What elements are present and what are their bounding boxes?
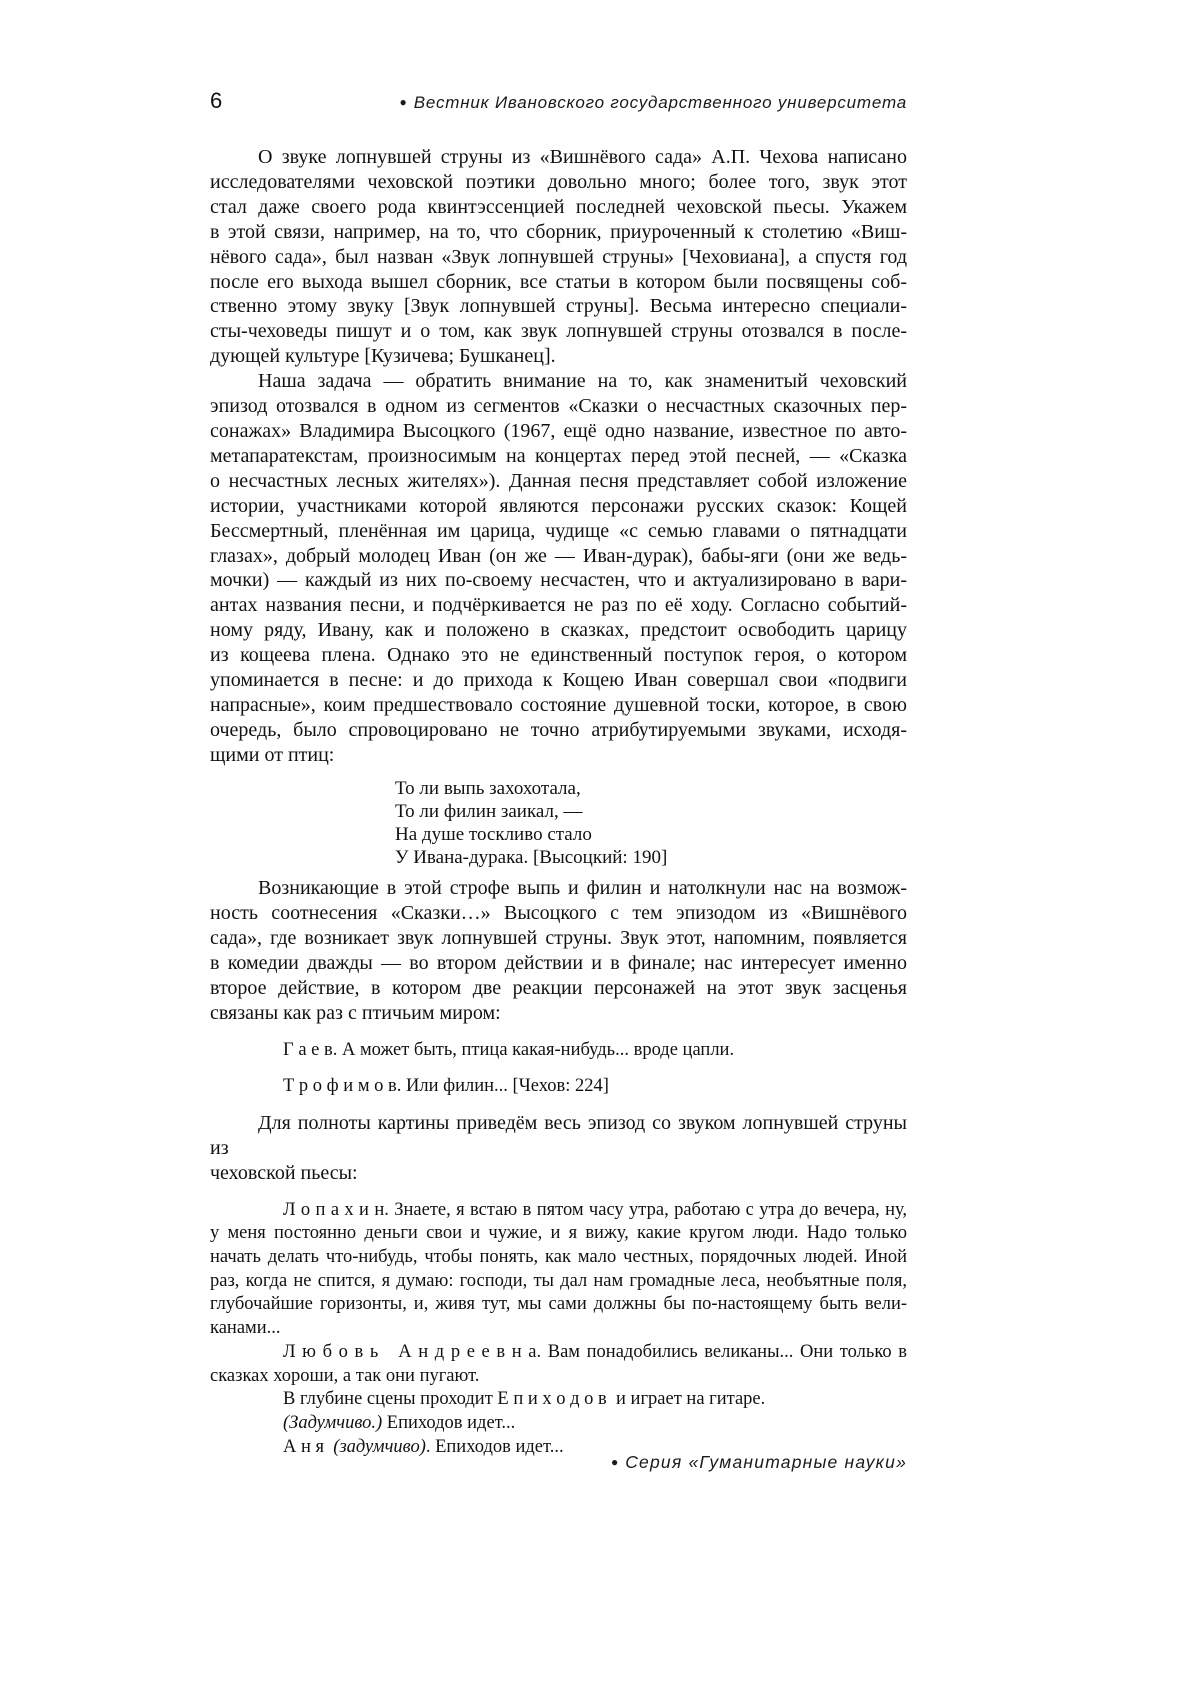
- text-line: Возникающие в этой строфе выпь и филин и натолкнули нас на возмож-: [258, 877, 907, 900]
- dialogue-line: [210, 1039, 907, 1062]
- text-line: о несчастных лесных жителях»). Данная песня представляет собой изложение: [210, 469, 907, 492]
- text-line: нёвого сада», был назван «Звук лопнувшей струны» [Чеховиана], а спустя год: [210, 245, 907, 268]
- text-line: У Ивана-дурака. [Высоцкий: 190]: [395, 847, 668, 869]
- bullet-icon: ●: [610, 1455, 619, 1469]
- text-line: эпизод отозвался в одном из сегментов «Сказки о несчастных сказочных пер-: [210, 395, 907, 418]
- text-line: На душе тоскливо стало: [395, 824, 592, 846]
- play-excerpt: [210, 1341, 907, 1388]
- footer-title-text: Серия «Гуманитарные науки»: [625, 1452, 907, 1472]
- text-line: начать делать что-нибудь, чтобы понять, как мало честных, порядочных людей. Иной: [210, 1247, 907, 1268]
- header-title-text: Вестник Ивановского государственного университета: [413, 93, 907, 112]
- text-line: В глубине сцены проходит Е п и х о д о в и играет на гитаре.: [283, 1389, 766, 1410]
- text-line: Для полноты картины приведём весь эпизод со звуком лопнувшей струны из: [210, 1111, 907, 1159]
- text-line: второе действие, в котором две реакции персонажей на этот звук засценья: [210, 977, 907, 1000]
- text-line: у меня постоянно деньги свои и чужие, и я вижу, какие кругом люди. Надо только: [210, 1223, 907, 1244]
- play-excerpt: [210, 1199, 907, 1341]
- text-line: в комедии дважды — во втором действии и в финале; нас интересует именно: [210, 952, 907, 975]
- header-journal-title: [400, 93, 908, 113]
- text-line: канами...: [210, 1318, 281, 1339]
- text-line: (Задумчиво.) Епиходов идет...: [283, 1412, 516, 1433]
- text-line: Г а е в. А может быть, птица какая-нибудь... вроде цапли.: [283, 1039, 735, 1060]
- text-line: ность соотнесения «Сказки…» Высоцкого с тем эпизодом из «Вишнёвого: [210, 902, 907, 925]
- text-line: раз, когда не спится, я думаю: господи, ты дал нам громадные леса, необъятные поля,: [210, 1270, 907, 1291]
- text-line: после его выхода вышел сборник, все статьи в котором были посвящены соб-: [210, 270, 907, 293]
- stage-line: [210, 1388, 907, 1412]
- page-number: 6: [210, 88, 223, 113]
- page-header: [210, 88, 907, 114]
- text-line: сонажах» Владимира Высоцкого (1967, ещё одно название, известное по авто-: [210, 419, 907, 442]
- text-line: мочки) — каждый из них по-своему несчастен, что и актуализировано в вари-: [210, 569, 907, 592]
- stage-line: [210, 1412, 907, 1436]
- text-line: Бессмертный, пленённая им царица, чудище «с семью главами о пятнадцати: [210, 519, 907, 542]
- text-line: истории, участниками которой являются персонажи русских сказок: Кощей: [210, 494, 907, 517]
- text-line: антах названия песни, и подчёркивается не раз по её ходу. Согласно событий-: [210, 594, 907, 617]
- page-footer: [210, 1452, 907, 1473]
- text-line: из кощеева плена. Однако это не единственный поступок героя, о котором: [210, 644, 907, 667]
- text-line: То ли филин заикал, —: [395, 800, 583, 822]
- text-line: ственно этому звуку [Звук лопнувшей струны]. Весьма интересно специали-: [210, 295, 907, 318]
- text-line: в этой связи, например, на то, что сборник, приуроченный к столетию «Виш-: [210, 220, 907, 243]
- text-line: дующей культуре [Кузичева; Бушканец].: [210, 345, 556, 368]
- text-line: исследователями чеховской поэтики довольно много; более того, звук этот: [210, 170, 907, 193]
- text-line: Л ю б о в ь А н д р е е в н а. Вам понадобились великаны... Они только в: [283, 1341, 907, 1362]
- text-line: упоминается в песне: и до прихода к Кощею Иван совершал свои «подвиги: [210, 669, 907, 692]
- paragraph: [210, 369, 907, 768]
- text-line: Наша задача — обратить внимание на то, как знаменитый чеховский: [258, 370, 907, 393]
- text-line: глубочайшие горизонты, и, живя тут, мы сами должны бы по-настоящему быть вели-: [210, 1294, 907, 1315]
- text-line: Т р о ф и м о в. Или филин... [Чехов: 224]: [283, 1075, 609, 1096]
- text-line: ному ряду, Ивану, как и положено в сказках, предстоит освободить царицу: [210, 619, 907, 642]
- text-line: напрасные», коим предшествовало состояние душевной тоски, которое, в свою: [210, 693, 907, 716]
- text-line: Л о п а х и н. Знаете, я встаю в пятом часу утра, работаю с утра до вечера, ну,: [283, 1199, 907, 1220]
- paragraph: [210, 145, 907, 369]
- verse-quote: [395, 777, 907, 870]
- text-line: метапаратекстам, произносимым на концертах перед этой песней, — «Сказка: [210, 444, 907, 467]
- text-line: То ли выпь захохотала,: [395, 777, 581, 799]
- text-line: А н я (задумчиво). Епиходов идет...: [283, 1436, 564, 1457]
- text-line: О звуке лопнувшей струны из «Вишнёвого сада» А.П. Чехова написано: [258, 146, 907, 168]
- text-line: стал даже своего рода квинтэссенцией последней чеховской пьесы. Укажем: [210, 195, 907, 218]
- paragraph: [210, 876, 907, 1025]
- text-line: глазах», добрый молодец Иван (он же — Иван-дурак), бабы-яги (они же ведь-: [210, 544, 907, 567]
- text-line: связаны как раз с птичьим миром:: [210, 1002, 501, 1024]
- bullet-icon: ●: [399, 95, 407, 109]
- text-line: щими от птиц:: [210, 743, 335, 766]
- footer-series-title: [611, 1452, 907, 1472]
- text-line: сказках хороши, а так они пугают.: [210, 1365, 480, 1386]
- text-line: сты-чеховеды пишут и о том, как звук лопнувшей струны отозвался в после-: [210, 320, 907, 343]
- text-line: сада», где возникает звук лопнувшей струны. Звук этот, напомним, появляется: [210, 927, 907, 950]
- dialogue-line: [210, 1075, 907, 1098]
- text-line: очередь, было спровоцировано не точно атрибутируемыми звуками, исходя-: [210, 718, 907, 741]
- paragraph: [210, 1111, 907, 1186]
- text-line: чеховской пьесы:: [210, 1161, 358, 1184]
- article-body: [210, 145, 907, 1459]
